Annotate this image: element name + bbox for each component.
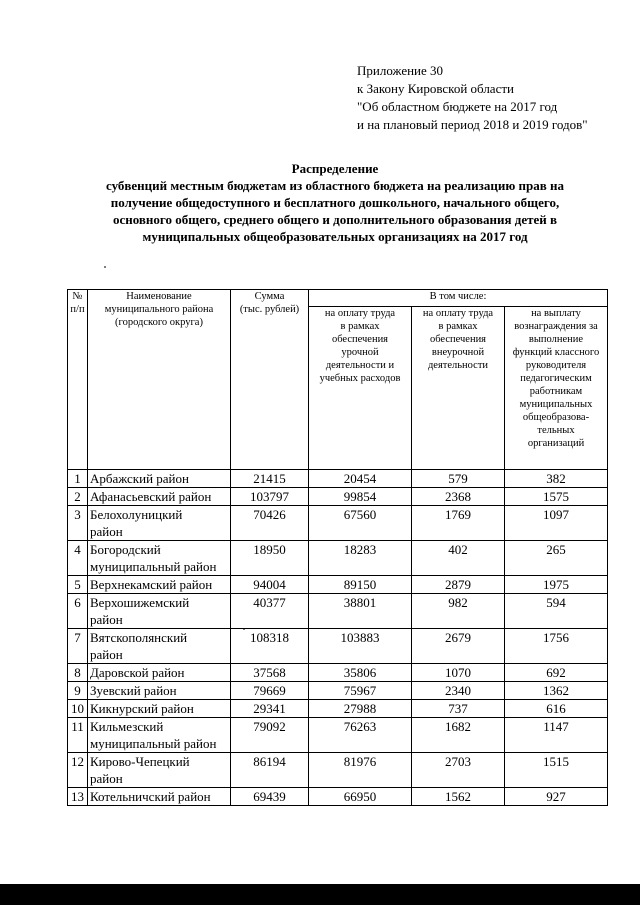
district-name [88,470,231,488]
header-name-line2: муниципального района [104,304,214,315]
document-title [60,160,610,245]
district-name-line: район [90,771,123,786]
district-name-line: Кильмезский [90,719,164,734]
header-line: деятельности и [325,360,395,371]
district-name-line: район [90,612,123,627]
subsidy-table [67,289,608,806]
row-number: 5 [68,576,88,594]
header-line: в рамках [340,321,380,332]
sum-lessons: 75967 [309,682,412,700]
table-row [68,470,608,488]
sum-total: 79092 [231,718,309,753]
appendix-line: Приложение 30 [357,63,444,78]
header-line: обеспечения [331,334,389,345]
sum-total: 94004 [231,576,309,594]
table-row [68,788,608,806]
header-col-extracurricular [412,307,505,470]
sum-lessons: 20454 [309,470,412,488]
row-number: 3 [68,506,88,541]
header-line: внеурочной [431,347,485,358]
sum-extracurricular: 737 [412,700,505,718]
sum-total: 40377 [231,594,309,629]
scan-speck [104,266,106,268]
row-number: 1 [68,470,88,488]
sum-extracurricular: 1070 [412,664,505,682]
sum-total: 18950 [231,541,309,576]
row-number: 9 [68,682,88,700]
sum-total: 37568 [231,664,309,682]
sum-lessons: 81976 [309,753,412,788]
header-line: на оплату труда [422,308,494,319]
sum-class-teacher: 927 [505,788,608,806]
header-line: организаций [527,438,585,449]
sum-extracurricular: 1769 [412,506,505,541]
district-name [88,664,231,682]
sum-class-teacher: 1097 [505,506,608,541]
sum-extracurricular: 579 [412,470,505,488]
sum-class-teacher: 692 [505,664,608,682]
header-line: обеспечения [429,334,487,345]
header-sum-line2: (тыс. рублей) [239,304,300,315]
district-name-line: Кикнурский район [90,701,194,716]
sum-lessons: 89150 [309,576,412,594]
header-including: В том числе: [309,290,608,307]
sum-class-teacher: 1575 [505,488,608,506]
district-name-line: Верхошижемский [90,595,190,610]
header-line: муниципальных [519,399,593,410]
table-row [68,594,608,629]
district-name-line: муниципальный район [90,736,217,751]
header-name [88,290,231,470]
header-sum-line1: Сумма [254,291,285,302]
sum-class-teacher: 616 [505,700,608,718]
district-name [88,700,231,718]
district-name [88,629,231,664]
title-line: муниципальных общеобразовательных организациях на 2017 год [142,229,528,244]
district-name-line: Котельничский район [90,789,211,804]
header-line: выполнение [528,334,584,345]
table-row [68,629,608,664]
sum-class-teacher: 594 [505,594,608,629]
sum-class-teacher: 265 [505,541,608,576]
district-name [88,594,231,629]
district-name-line: муниципальный район [90,559,217,574]
header-line: педагогическим [520,373,592,384]
row-number: 6 [68,594,88,629]
header-col-lessons [309,307,412,470]
district-name-line: Вятскополянский [90,630,188,645]
header-name-line1: Наименование [126,291,192,302]
sum-extracurricular: 2679 [412,629,505,664]
header-line: учебных расходов [319,373,401,384]
table-row [68,700,608,718]
district-name-line: Богородский [90,542,161,557]
sum-lessons: 76263 [309,718,412,753]
district-name-line: Белохолуницкий [90,507,183,522]
district-name [88,682,231,700]
sum-class-teacher: 1756 [505,629,608,664]
sum-lessons: 18283 [309,541,412,576]
header-line: вознаграждения за [514,321,598,332]
sum-lessons: 99854 [309,488,412,506]
header-line: на оплату труда [324,308,396,319]
header-line: руководителя [525,360,587,371]
district-name-line: район [90,647,123,662]
table-row [68,541,608,576]
header-sum [231,290,309,470]
row-number: 12 [68,753,88,788]
sum-extracurricular: 2879 [412,576,505,594]
table-row [68,576,608,594]
header-col-class-teacher [505,307,608,470]
sum-lessons: 66950 [309,788,412,806]
table-row [68,488,608,506]
header-num-line2: п/п [70,304,85,315]
header-line: общеобразова- [522,412,590,423]
appendix-line: к Закону Кировской области [357,81,514,96]
sum-lessons: 27988 [309,700,412,718]
table-row [68,753,608,788]
table-body [68,470,608,806]
district-name [88,576,231,594]
header-line: на выплату [531,308,581,319]
header-line: в рамках [438,321,478,332]
header-name-line3: (городского округа) [115,317,203,328]
district-name [88,718,231,753]
header-num [68,290,88,470]
sum-extracurricular: 2340 [412,682,505,700]
district-name-line: район [90,524,123,539]
sum-total: 29341 [231,700,309,718]
district-name-line: Даровской район [90,665,185,680]
table-row [68,664,608,682]
header-num-line1: № [72,291,83,302]
sum-total: 108318 [231,629,309,664]
sum-class-teacher: 382 [505,470,608,488]
header-line: тельных [537,425,575,436]
sum-lessons: 38801 [309,594,412,629]
row-number: 4 [68,541,88,576]
sum-extracurricular: 982 [412,594,505,629]
district-name-line: Кирово-Чепецкий [90,754,190,769]
district-name-line: Верхнекамский район [90,577,213,592]
district-name [88,541,231,576]
district-name-line: Арбажский район [90,471,189,486]
table-row [68,718,608,753]
row-number: 2 [68,488,88,506]
sum-class-teacher: 1515 [505,753,608,788]
row-number: 8 [68,664,88,682]
sum-extracurricular: 402 [412,541,505,576]
appendix-block [357,62,588,134]
sum-total: 79669 [231,682,309,700]
appendix-line: и на плановый период 2018 и 2019 годов" [357,117,588,132]
header-line: работникам [529,386,583,397]
sum-total: 70426 [231,506,309,541]
district-name [88,788,231,806]
row-number: 11 [68,718,88,753]
district-name-line: Зуевский район [90,683,177,698]
sum-total: 69439 [231,788,309,806]
sum-class-teacher: 1975 [505,576,608,594]
sum-extracurricular: 1562 [412,788,505,806]
sum-total: 103797 [231,488,309,506]
sum-lessons: 103883 [309,629,412,664]
district-name-line: Афанасьевский район [90,489,212,504]
district-name [88,506,231,541]
sum-extracurricular: 2703 [412,753,505,788]
district-name [88,753,231,788]
district-name [88,488,231,506]
appendix-line: "Об областном бюджете на 2017 год [357,99,558,114]
table-row [68,506,608,541]
row-number: 13 [68,788,88,806]
row-number: 10 [68,700,88,718]
sum-lessons: 35806 [309,664,412,682]
sum-lessons: 67560 [309,506,412,541]
title-line: основного общего, среднего общего и дополнительного образования детей в [112,212,558,227]
header-line: урочной [341,347,379,358]
title-line: Распределение [291,161,379,176]
scan-border [0,884,640,905]
sum-total: 21415 [231,470,309,488]
header-line: функций классного [512,347,600,358]
title-line: получение общедоступного и бесплатного дошкольного, начального общего, [110,195,560,210]
sum-class-teacher: 1147 [505,718,608,753]
sum-extracurricular: 1682 [412,718,505,753]
sum-total: 86194 [231,753,309,788]
title-line: субвенций местным бюджетам из областного бюджета на реализацию прав на [105,178,565,193]
sum-extracurricular: 2368 [412,488,505,506]
table-row [68,682,608,700]
row-number: 7 [68,629,88,664]
sum-class-teacher: 1362 [505,682,608,700]
header-line: деятельности [427,360,489,371]
